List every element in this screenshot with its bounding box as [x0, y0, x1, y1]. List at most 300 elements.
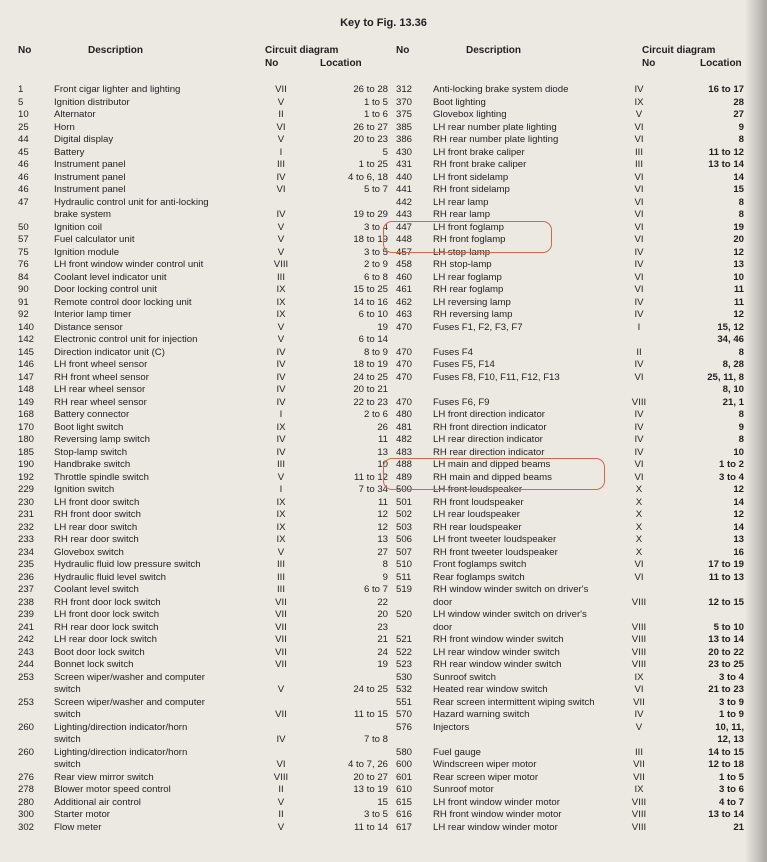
diagram-location: 19	[377, 659, 388, 670]
circuit-diagram-no: VI	[634, 571, 644, 583]
circuit-diagram-no: VI	[276, 184, 286, 195]
table-row	[396, 522, 756, 535]
circuit-diagram-no: IV	[276, 346, 286, 358]
item-number: 511	[396, 571, 412, 583]
diagram-location: 23 to 25	[708, 659, 744, 670]
circuit-diagram-no: VI	[634, 234, 644, 245]
table-row	[18, 134, 388, 147]
item-number: 300	[18, 809, 35, 820]
diagram-location: 1 to 6	[363, 109, 388, 120]
table-row	[18, 709, 388, 722]
diagram-location: 8	[738, 346, 744, 358]
circuit-diagram-no: VII	[275, 659, 287, 670]
circuit-diagram-no: IV	[276, 434, 286, 445]
item-description: LH main and dipped beams	[433, 459, 551, 470]
item-number: 5	[18, 96, 24, 108]
diagram-location: 6 to 7	[363, 584, 388, 595]
item-description: LH rear lamp	[433, 196, 489, 208]
item-description: RH rear number plate lighting	[433, 134, 559, 145]
circuit-diagram-no: IV	[634, 84, 644, 95]
item-description: RH front door lock switch	[54, 596, 161, 608]
item-number: 482	[396, 434, 413, 445]
table-row	[396, 147, 756, 160]
diagram-location: 26	[377, 421, 388, 433]
item-number: 580	[396, 746, 413, 758]
item-description: Alternator	[54, 109, 96, 120]
table-row	[18, 459, 388, 472]
item-description: LH rear foglamp	[433, 271, 502, 283]
item-description: LH rear direction indicator	[433, 434, 543, 445]
diagram-location: 3 to 4	[718, 471, 744, 483]
diagram-location: 18 to 19	[353, 234, 388, 245]
diagram-location: 3 to 6	[718, 784, 744, 795]
circuit-diagram-no: V	[277, 221, 285, 233]
diagram-location: 15 to 25	[353, 284, 388, 295]
item-description: LH stop-lamp	[433, 246, 491, 258]
table-row	[396, 259, 756, 272]
diagram-location: 21	[377, 634, 388, 645]
item-description: Rear foglamps switch	[433, 571, 525, 583]
diagram-location: 21, 1	[722, 396, 744, 408]
item-description: RH window winder switch on driver's	[433, 584, 589, 595]
circuit-diagram-no: VII	[275, 646, 287, 658]
table-row	[396, 597, 756, 610]
table-row	[396, 759, 756, 772]
item-number: 1	[18, 84, 24, 95]
circuit-diagram-no: III	[635, 746, 643, 758]
diagram-location: 5	[382, 146, 388, 158]
table-row	[18, 109, 388, 122]
diagram-location: 8	[738, 209, 744, 220]
item-number: 243	[18, 646, 35, 658]
table-row	[396, 109, 756, 122]
diagram-location: 22 to 23	[353, 396, 388, 408]
circuit-diagram-no: IX	[276, 509, 286, 520]
item-description: Screen wiper/washer and computer	[54, 671, 205, 683]
table-row	[396, 434, 756, 447]
diagram-location: 11	[733, 284, 744, 295]
table-row	[396, 197, 756, 210]
item-number: 470	[396, 396, 413, 408]
table-row	[396, 184, 756, 197]
item-description: Ignition distributor	[54, 96, 130, 108]
table-row	[18, 496, 388, 510]
item-description: Hydraulic control unit for anti-locking	[54, 196, 209, 208]
item-number: 521	[396, 634, 413, 645]
item-description: Direction indicator unit (C)	[54, 346, 165, 358]
diagram-location: 12	[377, 509, 388, 520]
item-number: 576	[396, 721, 413, 733]
item-number: 192	[18, 471, 35, 483]
item-number: 25	[18, 121, 29, 133]
item-number: 500	[396, 484, 413, 495]
item-description: Door locking control unit	[54, 284, 157, 295]
item-description: Instrument panel	[54, 171, 126, 183]
diagram-location: 1 to 9	[718, 709, 744, 720]
diagram-location: 3 to 4	[363, 221, 388, 233]
item-description: LH front tweeter loudspeaker	[433, 534, 557, 545]
item-number: 447	[396, 221, 413, 233]
circuit-diagram-no: IX	[276, 284, 286, 295]
circuit-diagram-no: VI	[634, 196, 644, 208]
item-description: brake system	[54, 209, 112, 220]
table-row	[18, 171, 388, 185]
highlight-foglamps	[383, 221, 552, 253]
diagram-location: 5 to 10	[713, 621, 744, 633]
item-description: switch	[54, 759, 81, 770]
item-number: 10	[18, 109, 29, 120]
diagram-location: 3 to 9	[718, 696, 744, 708]
item-number: 170	[18, 421, 35, 433]
item-description: Rear view mirror switch	[54, 771, 154, 783]
diagram-location: 11 to 12	[354, 471, 388, 483]
item-description: LH rear door lock switch	[54, 634, 157, 645]
item-number: 520	[396, 609, 413, 620]
header-circuit-right: Circuit diagram	[642, 45, 716, 56]
item-description: RH rear loudspeaker	[433, 521, 522, 533]
table-row	[18, 359, 388, 372]
item-description: Glovebox lighting	[433, 109, 507, 120]
item-description: switch	[54, 734, 81, 745]
item-description: RH main and dipped beams	[433, 471, 552, 483]
item-number: 46	[18, 171, 29, 183]
circuit-diagram-no: VI	[276, 759, 286, 770]
item-description: Heated rear window switch	[433, 684, 548, 695]
circuit-diagram-no: I	[279, 409, 283, 420]
item-number: 312	[396, 84, 413, 95]
header-sub-no-right: No	[642, 58, 656, 69]
circuit-diagram-no: III	[277, 459, 285, 470]
table-row	[18, 634, 388, 647]
circuit-diagram-no: IV	[634, 309, 644, 320]
item-number: 302	[18, 821, 35, 833]
diagram-location: 8	[738, 196, 744, 208]
item-number: 238	[18, 596, 35, 608]
diagram-location: 13	[733, 259, 744, 270]
table-row	[18, 221, 388, 235]
item-description: Additional air control	[54, 796, 141, 808]
item-description: Lighting/direction indicator/horn	[54, 721, 188, 733]
item-description: Boot door lock switch	[54, 646, 145, 658]
table-row	[396, 822, 756, 835]
table-row	[396, 747, 756, 760]
item-number: 483	[396, 446, 413, 458]
item-number: 370	[396, 96, 413, 108]
item-description: RH front direction indicator	[433, 421, 547, 433]
diagram-location: 9	[738, 121, 744, 133]
item-number: 601	[396, 771, 413, 783]
item-description: Boot lighting	[433, 96, 486, 108]
item-number: 615	[396, 796, 413, 808]
item-number: 91	[18, 296, 29, 308]
diagram-location: 20 to 23	[353, 134, 388, 145]
table-row	[396, 347, 756, 360]
circuit-diagram-no: VI	[634, 684, 644, 695]
circuit-diagram-no: II	[278, 109, 284, 120]
item-description: Bonnet lock switch	[54, 659, 134, 670]
table-row	[396, 372, 756, 385]
item-description: Screen wiper/washer and computer	[54, 696, 205, 708]
item-description: LH front loudspeaker	[433, 484, 523, 495]
circuit-diagram-no: III	[277, 559, 285, 570]
item-number: 232	[18, 521, 35, 533]
table-row	[18, 771, 388, 785]
circuit-diagram-no: IX	[634, 784, 644, 795]
item-description: Front foglamps switch	[433, 559, 527, 570]
item-description: LH window winder switch on driver's	[433, 609, 587, 620]
table-row	[18, 396, 388, 410]
table-row	[396, 772, 756, 785]
diagram-location: 2 to 9	[363, 259, 388, 270]
header-no-left: No	[18, 45, 32, 56]
circuit-diagram-no: X	[635, 534, 643, 545]
item-number: 441	[396, 184, 413, 195]
item-description: RH front sidelamp	[433, 184, 510, 195]
table-row	[396, 422, 756, 435]
item-number: 488	[396, 459, 413, 470]
table-row	[396, 584, 756, 597]
item-number: 44	[18, 134, 29, 145]
item-number: 386	[396, 134, 413, 145]
item-number: 507	[396, 546, 413, 558]
table-row	[18, 759, 388, 772]
table-row	[18, 284, 388, 297]
circuit-diagram-no: VI	[634, 459, 644, 470]
diagram-location: 23	[377, 621, 388, 633]
table-row	[18, 596, 388, 610]
item-number: 230	[18, 496, 35, 508]
circuit-diagram-no: VIII	[631, 621, 647, 633]
table-row	[396, 572, 756, 585]
circuit-diagram-no: X	[635, 496, 643, 508]
diagram-location: 1 to 25	[358, 159, 388, 170]
header-location-right: Location	[700, 58, 742, 69]
diagram-location: 7 to 8	[363, 734, 388, 745]
item-number: 147	[18, 371, 35, 383]
item-number: 523	[396, 659, 413, 670]
table-row	[18, 484, 388, 497]
item-number: 600	[396, 759, 413, 770]
circuit-diagram-no: V	[277, 546, 285, 558]
item-description: RH reversing lamp	[433, 309, 513, 320]
item-description: Fuses F8, F10, F11, F12, F13	[433, 371, 560, 383]
item-number: 260	[18, 746, 35, 758]
item-number: 236	[18, 571, 35, 583]
table-row	[18, 609, 388, 622]
item-description: RH stop-lamp	[433, 259, 492, 270]
diagram-location: 24 to 25	[353, 684, 388, 695]
circuit-diagram-no: I	[637, 321, 641, 333]
item-description: Ignition module	[54, 246, 120, 258]
item-number: 463	[396, 309, 413, 320]
table-row	[396, 697, 756, 710]
item-description: Coolant level switch	[54, 584, 139, 595]
circuit-diagram-no: IX	[276, 521, 286, 533]
diagram-location: 21 to 23	[708, 684, 744, 695]
header-location-left: Location	[320, 58, 362, 69]
header-sub-no-left: No	[265, 58, 279, 69]
item-description: Rear screen wiper motor	[433, 771, 539, 783]
header-description-left: Description	[88, 45, 144, 56]
item-number: 241	[18, 621, 35, 633]
diagram-location: 3 to 5	[363, 246, 388, 258]
item-number: 443	[396, 209, 413, 220]
table-row	[396, 84, 756, 97]
item-description: Fuses F5, F14	[433, 359, 495, 370]
item-description: door	[433, 596, 453, 608]
circuit-diagram-no: IV	[276, 359, 286, 370]
circuit-diagram-no: IV	[634, 259, 644, 270]
diagram-location: 8, 10	[722, 384, 744, 395]
item-description: Handbrake switch	[54, 459, 131, 470]
item-number: 280	[18, 796, 35, 808]
diagram-location: 1 to 5	[363, 96, 388, 108]
diagram-location: 8	[738, 134, 744, 145]
highlight-dipped-beams	[383, 458, 605, 490]
circuit-diagram-no: IV	[276, 384, 286, 395]
circuit-diagram-no: IX	[634, 96, 644, 108]
item-number: 532	[396, 684, 413, 695]
table-row	[18, 821, 388, 835]
circuit-diagram-no: X	[635, 546, 643, 558]
item-number: 190	[18, 459, 35, 470]
item-description: LH rear window winder motor	[433, 821, 558, 833]
diagram-location: 15, 12	[717, 321, 744, 333]
diagram-location: 20 to 21	[353, 384, 388, 395]
item-description: Glovebox switch	[54, 546, 124, 558]
diagram-location: 34, 46	[717, 334, 744, 345]
table-row	[18, 796, 388, 810]
item-number: 276	[18, 771, 35, 783]
circuit-diagram-no: V	[277, 321, 285, 333]
diagram-location: 8	[738, 434, 744, 445]
table-row	[18, 321, 388, 335]
item-number: 501	[396, 496, 413, 508]
diagram-location: 21	[733, 821, 744, 833]
table-row	[396, 509, 756, 522]
item-description: RH front tweeter loudspeaker	[433, 546, 558, 558]
circuit-diagram-no: IV	[276, 171, 286, 183]
table-row	[18, 384, 388, 397]
circuit-diagram-no: VI	[634, 559, 644, 570]
diagram-location: 14	[733, 496, 744, 508]
circuit-diagram-no: VII	[275, 634, 287, 645]
table-row	[18, 584, 388, 597]
circuit-diagram-no: VIII	[631, 659, 647, 670]
circuit-diagram-no: IV	[634, 421, 644, 433]
table-row	[18, 246, 388, 260]
table-row	[18, 521, 388, 535]
table-row	[396, 622, 756, 635]
table-row	[396, 97, 756, 110]
diagram-location: 20	[733, 234, 744, 245]
item-description: LH front wheel sensor	[54, 359, 148, 370]
table-row	[396, 409, 756, 422]
table-row	[18, 346, 388, 360]
circuit-diagram-no: II	[278, 784, 284, 795]
item-number: 506	[396, 534, 413, 545]
diagram-location: 20 to 22	[708, 646, 744, 658]
diagram-location: 1 to 2	[718, 459, 744, 470]
item-number: 146	[18, 359, 35, 370]
table-row	[18, 96, 388, 110]
circuit-diagram-no: V	[635, 109, 643, 120]
circuit-diagram-no: V	[277, 796, 285, 808]
table-row	[18, 209, 388, 222]
item-description: RH front window winder motor	[433, 809, 562, 820]
diagram-location: 16 to 17	[708, 84, 744, 95]
diagram-location: 10	[733, 271, 744, 283]
item-description: Interior lamp timer	[54, 309, 132, 320]
diagram-location: 11	[733, 296, 744, 308]
item-number: 462	[396, 296, 413, 308]
diagram-location: 10	[733, 446, 744, 458]
item-description: RH rear lamp	[433, 209, 491, 220]
circuit-diagram-no: VII	[275, 596, 287, 608]
item-number: 180	[18, 434, 35, 445]
item-description: Injectors	[433, 721, 470, 733]
item-description: LH front door lock switch	[54, 609, 160, 620]
item-description: Front cigar lighter and lighting	[54, 84, 181, 95]
diagram-location: 24	[377, 646, 388, 658]
table-row	[18, 659, 388, 672]
item-description: switch	[54, 709, 81, 720]
item-number: 503	[396, 521, 413, 533]
table-row	[396, 497, 756, 510]
item-description: Fuses F1, F2, F3, F7	[433, 321, 523, 333]
table-row	[396, 647, 756, 660]
circuit-diagram-no: III	[635, 146, 643, 158]
item-number: 237	[18, 584, 35, 595]
item-number: 75	[18, 246, 29, 258]
item-number: 50	[18, 221, 29, 233]
circuit-diagram-no: I	[279, 484, 283, 495]
diagram-location: 2 to 6	[363, 409, 388, 420]
item-number: 570	[396, 709, 413, 720]
item-description: LH front door switch	[54, 496, 140, 508]
diagram-location: 11	[378, 434, 388, 445]
item-description: RH rear wheel sensor	[54, 396, 147, 408]
item-description: Hazard warning switch	[433, 709, 530, 720]
circuit-diagram-no: VI	[634, 221, 644, 233]
table-row	[396, 209, 756, 222]
diagram-location: 8, 28	[722, 359, 744, 370]
item-number: 57	[18, 234, 29, 245]
diagram-location: 11	[378, 496, 388, 508]
item-description: Fuses F6, F9	[433, 396, 490, 408]
item-description: Anti-locking brake system diode	[433, 84, 569, 95]
circuit-diagram-no: IV	[634, 359, 644, 370]
item-number: 76	[18, 259, 29, 270]
item-description: RH front window winder switch	[433, 634, 564, 645]
item-description: Sunroof motor	[433, 784, 494, 795]
diagram-location: 13 to 14	[708, 159, 744, 170]
diagram-location: 12	[377, 521, 388, 533]
item-number: 84	[18, 271, 29, 283]
item-number: 530	[396, 671, 413, 683]
item-number: 145	[18, 346, 35, 358]
table-row	[396, 659, 756, 672]
item-number: 510	[396, 559, 413, 570]
diagram-location: 17 to 19	[708, 559, 744, 570]
circuit-diagram-no: VII	[633, 696, 645, 708]
table-row	[18, 509, 388, 522]
circuit-diagram-no: IV	[634, 409, 644, 420]
circuit-diagram-no: V	[277, 471, 285, 483]
item-number: 448	[396, 234, 413, 245]
table-row	[396, 547, 756, 560]
item-number: 235	[18, 559, 35, 570]
